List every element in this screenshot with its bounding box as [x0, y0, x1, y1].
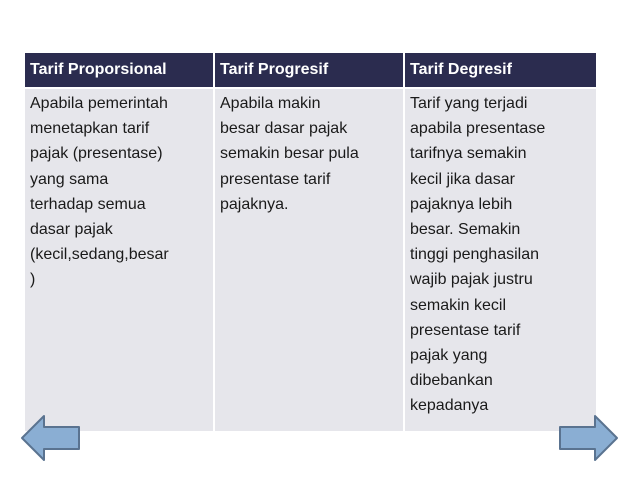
table-row [24, 88, 597, 432]
tarif-table [23, 51, 598, 433]
back-button[interactable] [20, 413, 82, 463]
cell-tarif-degresif: Tarif yang terjadi apabila presentase tarifnya semakin kecil jika dasar pajaknya lebih besar. Semakin tinggi penghasilan wajib pajak justru semakin kecil presentase tarif pajak yang dibebankan kepadanya [404, 88, 597, 432]
right-arrow-icon [557, 413, 619, 463]
left-arrow-icon [20, 413, 82, 463]
next-button[interactable] [557, 413, 619, 463]
header-tarif-proporsional: Tarif Proporsional [24, 52, 214, 88]
cell-tarif-progresif: Apabila makin besar dasar pajak semakin besar pula presentase tarif pajaknya. [214, 88, 404, 432]
cell-tarif-proporsional: Apabila pemerintah menetapkan tarif pajak (presentase) yang sama terhadap semua dasar pajak (kecil,sedang,besar ) [24, 88, 214, 432]
header-tarif-degresif: Tarif Degresif [404, 52, 597, 88]
header-tarif-progresif: Tarif Progresif [214, 52, 404, 88]
table-header-row [24, 52, 597, 88]
